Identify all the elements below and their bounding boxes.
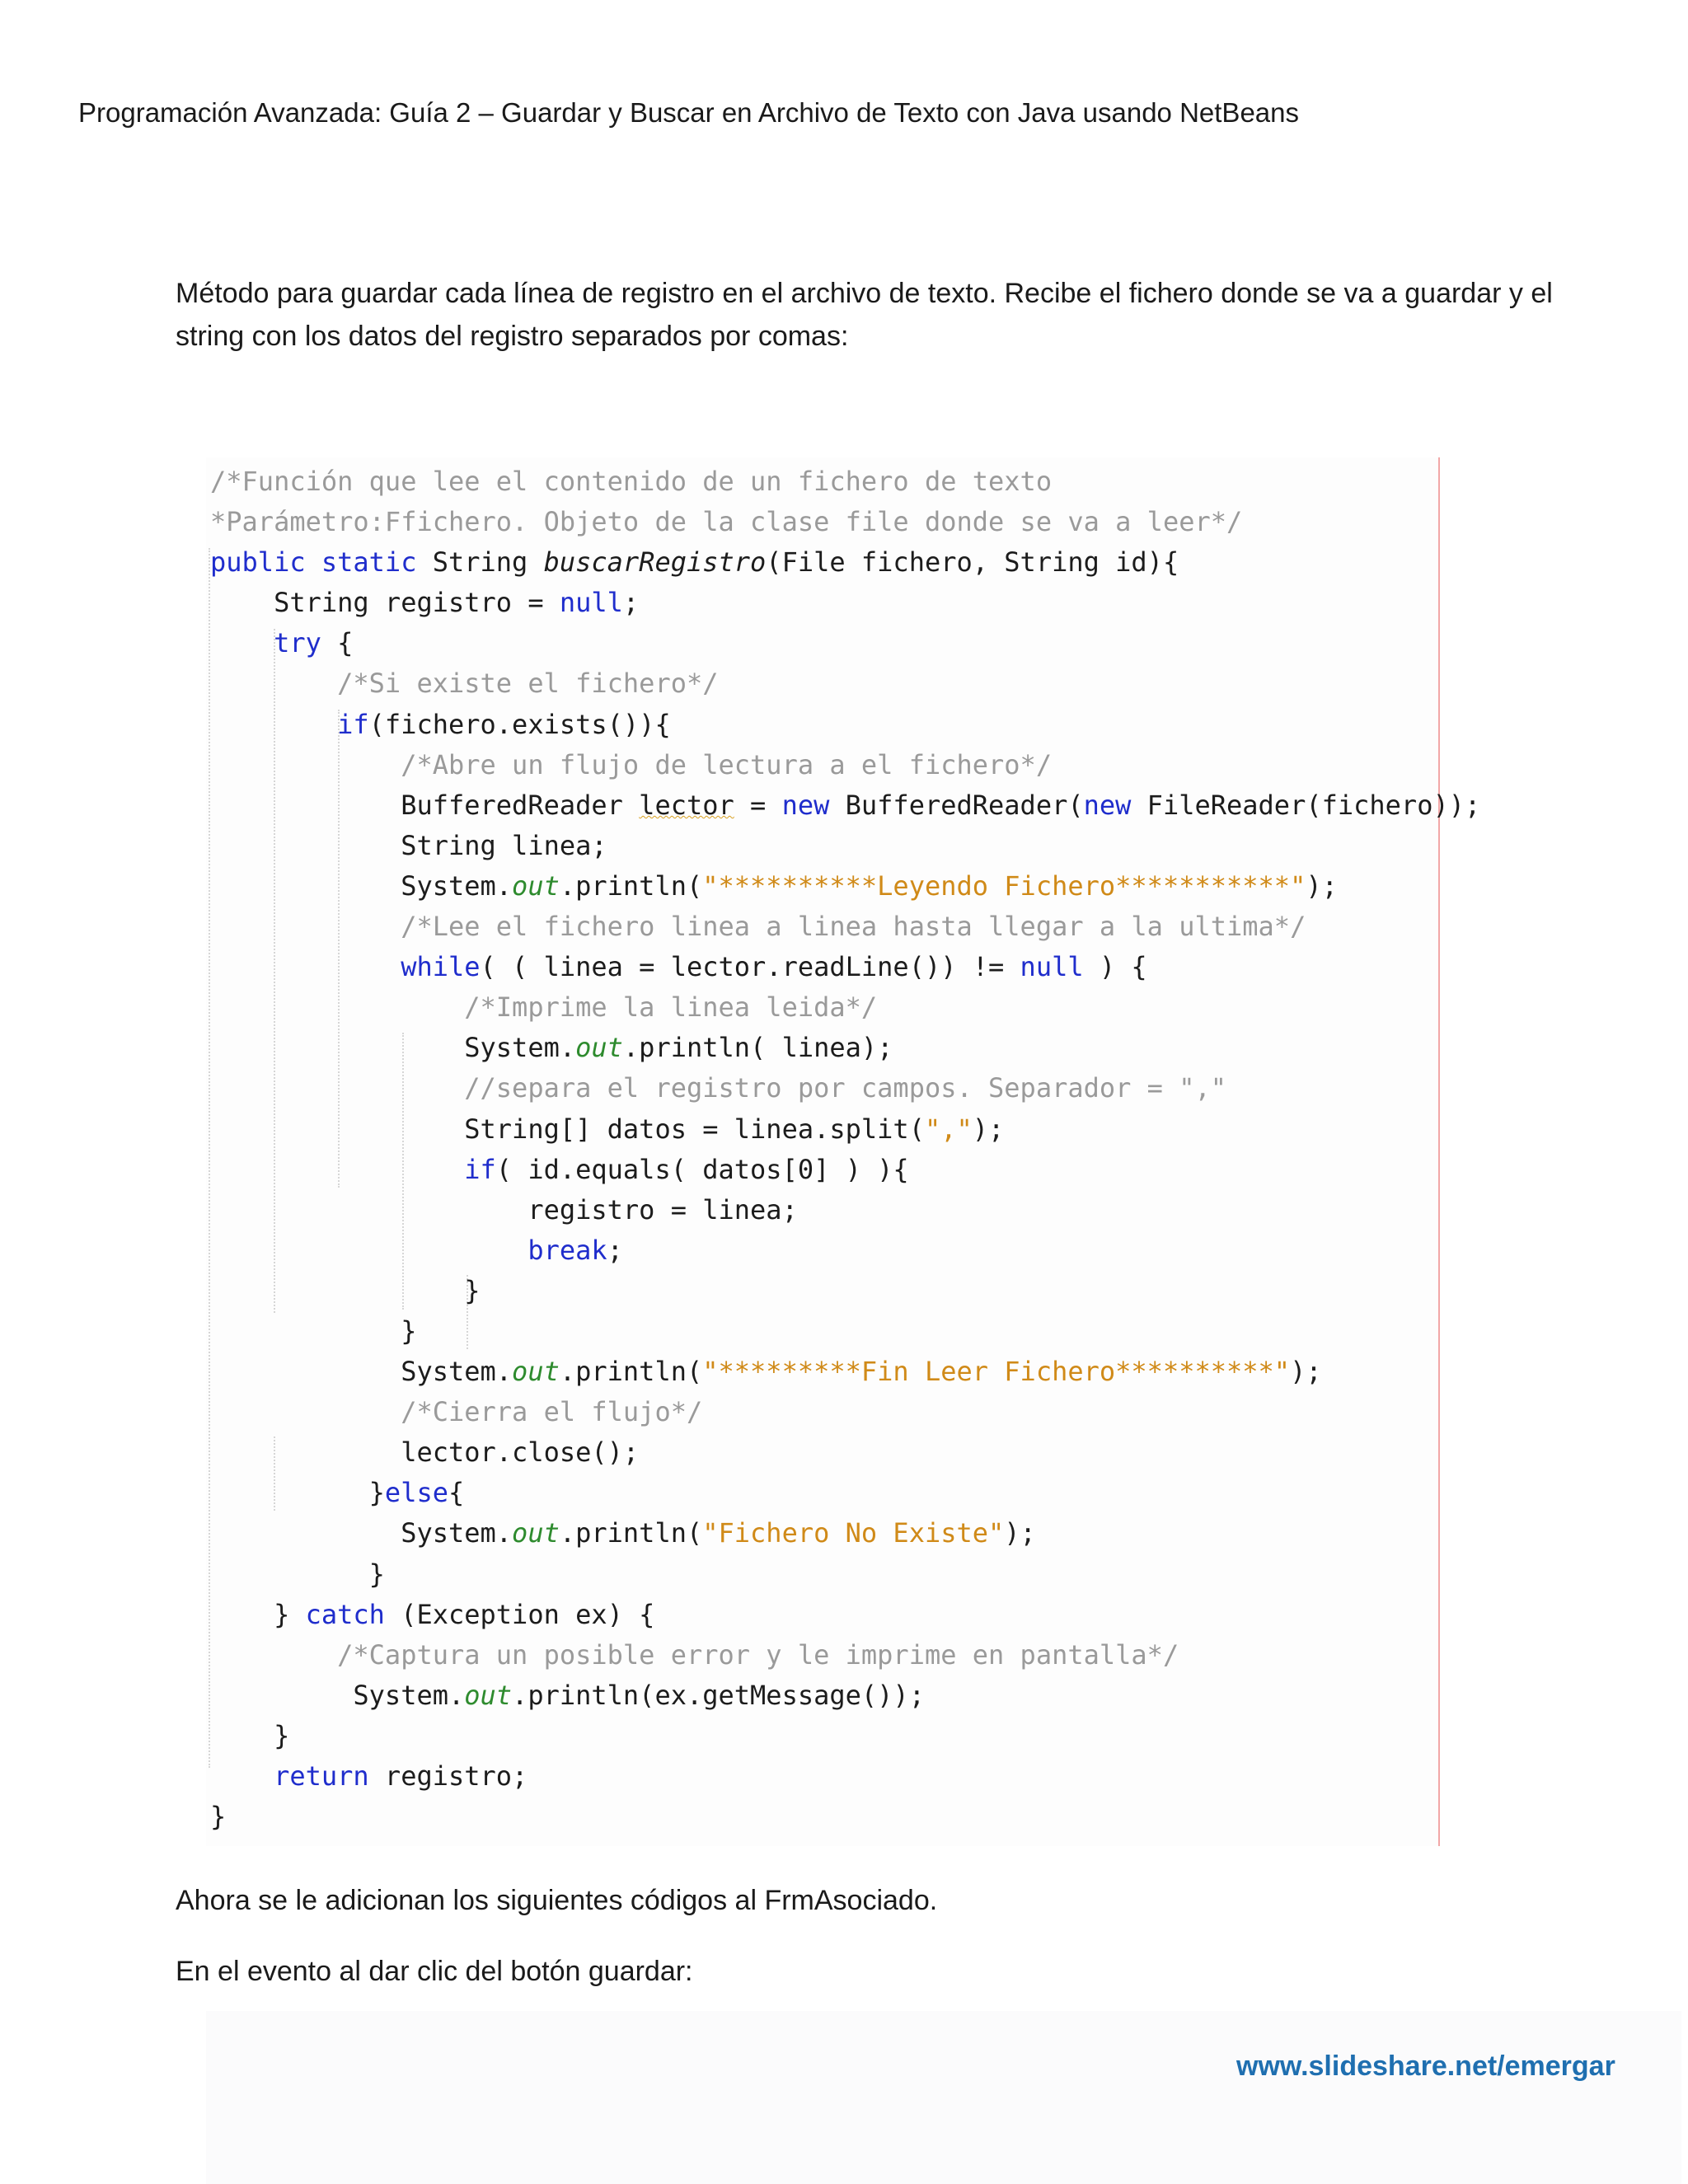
code-line: String[] datos = linea.split(","); [210, 1113, 1005, 1145]
code-line: System.out.println("*********Fin Leer Fichero**********"); [210, 1356, 1322, 1388]
code-line: //separa el registro por campos. Separador = "," [464, 1072, 1226, 1104]
code-line: return registro; [274, 1760, 528, 1792]
code-line: } [210, 1719, 290, 1751]
code-line: BufferedReader lector = new BufferedReader(new FileReader(fichero)); [210, 789, 1481, 821]
code-line: }else{ [210, 1477, 465, 1509]
code-line: System.out.println( linea); [210, 1032, 893, 1064]
code-snippet [206, 457, 1481, 1846]
code-line: System.out.println("Fichero No Existe"); [210, 1517, 1036, 1549]
code-line: try { [274, 627, 354, 659]
code-line: if( id.equals( datos[0] ) ){ [464, 1153, 909, 1185]
code-line: /*Cierra el flujo*/ [401, 1396, 703, 1428]
code-line: } [210, 1801, 227, 1833]
code-line: break; [528, 1234, 623, 1266]
footer-link[interactable]: www.slideshare.net/emergar [1236, 2050, 1615, 2082]
code-line: } catch (Exception ex) { [210, 1598, 655, 1630]
code-line: } [210, 1274, 481, 1306]
event-paragraph: En el evento al dar clic del botón guardar: [176, 1956, 693, 1987]
code-line: /*Si existe el fichero*/ [337, 668, 719, 700]
code-line: } [210, 1315, 417, 1347]
code-block [210, 462, 1480, 1837]
after-code-paragraph: Ahora se le adicionan los siguientes códigos al FrmAsociado. [176, 1885, 938, 1916]
code-line: /*Captura un posible error y le imprime en pantalla*/ [337, 1638, 1179, 1671]
footer-band [206, 2011, 1681, 2184]
code-line: System.out.println(ex.getMessage()); [210, 1679, 925, 1711]
code-line: /*Lee el fichero linea a linea hasta llegar a la ultima*/ [401, 911, 1306, 943]
code-line: /*Abre un flujo de lectura a el fichero*/ [401, 748, 1053, 780]
code-line: String linea; [210, 829, 607, 861]
code-line: } [210, 1558, 385, 1590]
code-line: if(fichero.exists()){ [337, 708, 671, 740]
code-line: String registro = null; [210, 587, 640, 619]
intro-paragraph: Método para guardar cada línea de registro en el archivo de texto. Recibe el fichero donde se va a guardar y el string con los datos del registro separados por comas: [176, 278, 1553, 352]
page-header: Programación Avanzada: Guía 2 – Guardar y Buscar en Archivo de Texto con Java usando NetBeans [78, 97, 1300, 128]
code-line: System.out.println("**********Leyendo Fichero***********"); [210, 869, 1338, 902]
code-line: /*Función que lee el contenido de un fichero de texto [210, 466, 1053, 497]
code-line: public static String buscarRegistro(File fichero, String id){ [210, 546, 1179, 579]
code-line: while( ( linea = lector.readLine()) != null ) { [401, 951, 1147, 983]
code-line: lector.close(); [210, 1436, 640, 1469]
code-line: *Parámetro:Ffichero. Objeto de la clase file donde se va a leer*/ [210, 506, 1243, 538]
code-line: /*Imprime la linea leida*/ [464, 991, 878, 1024]
code-line: registro = linea; [210, 1193, 798, 1226]
